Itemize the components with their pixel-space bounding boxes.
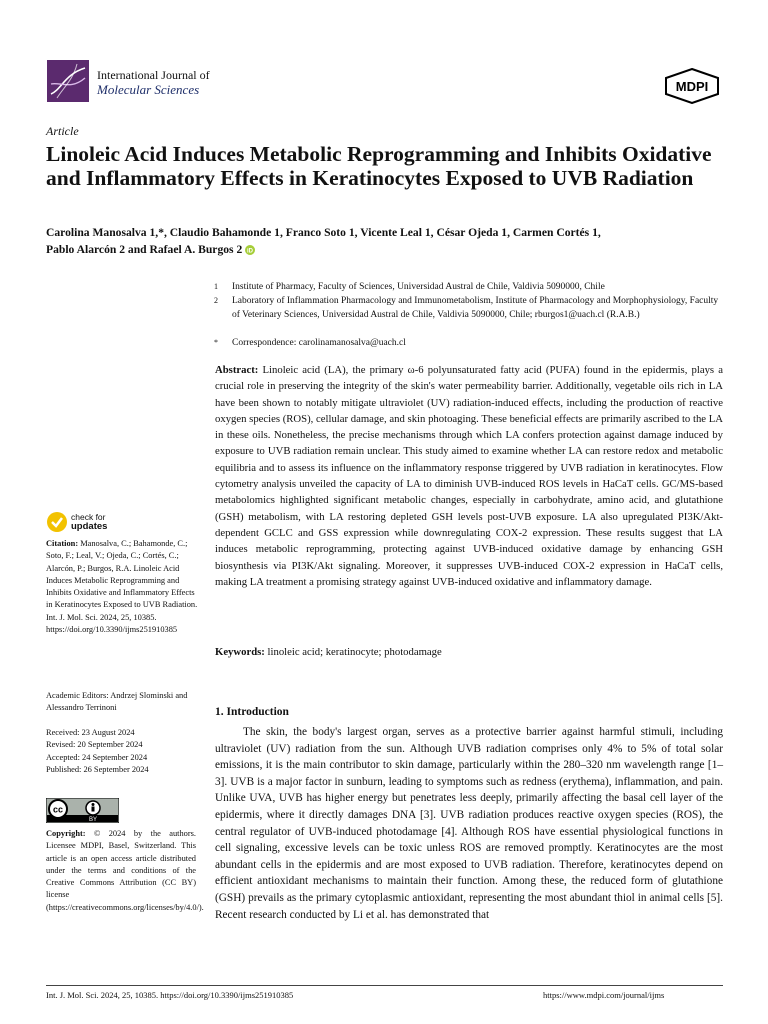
- affiliation-text: Correspondence: carolinamanosalva@uach.cl: [232, 338, 406, 348]
- affiliation-number: 2: [214, 296, 218, 305]
- cc-by-license-badge[interactable]: [46, 798, 119, 823]
- journal-logo: [47, 60, 89, 102]
- affiliation-number: *: [214, 338, 218, 347]
- svg-text:iD: iD: [247, 248, 254, 255]
- cc-badge-by-text: BY: [88, 817, 98, 823]
- keywords-text: linoleic acid; keratinocyte; photodamage: [267, 646, 442, 658]
- journal-name-line1: International Journal of: [97, 68, 210, 82]
- abstract-text: Linoleic acid (LA), the primary ω-6 polyunsaturated fatty acid (PUFA) found in the epidermis, plays a crucial role in preserving the integrity of the skin's water permeability barrier. Additionally, vegetable oils rich in LA have been shown to notably mitigate ultraviolet (UV) radiation-induced effects, including the production of reactive oxygen species (ROS), cellular damage, and skin photoaging. These beneficial effects are primarily ascribed to the LA in these oils. Nonetheless, the precise mechanisms through which LA confers protection against damage induced by exposure to UVB radiation remain unclear. This study aimed to examine whether LA can restore redox and metabolic equilibria and to assess its influence on the inflammatory response triggered by UVB radiation in keratinocytes. Flow cytometry analysis unveiled the capacity of LA to diminish UVB-induced ROS levels in HaCaT cells. GC/MS-based metabolomics highlighted significant metabolic changes, especially in carbohydrate, amino acid, and glutathione (GSH) metabolism, with LA restoring depleted GSH levels post-UVB exposure. LA also upregulated PI3K/Akt-dependent GCLC and GSS expression while downregulating COX-2 expression. These results suggest that LA induces metabolic reprogramming, protecting against UVB-induced oxidative damage by enhancing GSH biosynthesis via PI3K/Akt signaling. Moreover, it suppresses UVB-induced COX-2 expression in HaCaT cells, making LA treatment a promising strategy against UVB-induced oxidative and inflammatory damage.: [215, 364, 723, 588]
- citation-text: Manosalva, C.; Bahamonde, C.; Soto, F.; Leal, V.; Ojeda, C.; Cortés, C.; Alarcón, P.; Burgos, R.A. Linoleic Acid Induces Metabolic Reprogramming and Inhibits Oxidative and Inflammatory Effects in Keratinocytes Exposed to UVB Radiation. Int. J. Mol. Sci. 2024, 25, 10385. https://doi.org/10.3390/ijms251910385: [46, 539, 198, 635]
- affiliations: [0, 280, 768, 350]
- keywords: [215, 646, 723, 658]
- affiliation-text: Laboratory of Inflammation Pharmacology and Immunometabolism, Institute of Pharmacology and Morphophysiology, Faculty of Veterinary Sciences, Universidad Austral de Chile, Valdivia 5090000, Chile; rburgos1@uach.cl (R.A.B.): [232, 296, 719, 320]
- footer-journal-url[interactable]: https://www.mdpi.com/journal/ijms: [543, 990, 665, 1000]
- check-updates-line1: check for: [71, 512, 106, 522]
- footer-citation: Int. J. Mol. Sci. 2024, 25, 10385. https://doi.org/10.3390/ijms251910385: [46, 990, 294, 1000]
- copyright-block: [46, 828, 204, 914]
- citation-label: Citation:: [46, 539, 79, 548]
- check-updates-icon: [46, 511, 68, 533]
- academic-editors: Academic Editors: Andrzej Slominski and Alessandro Terrinoni: [46, 691, 188, 713]
- authors-line2: [46, 241, 736, 258]
- authors-line2-text: Pablo Alarcón 2 and Rafael A. Burgos 2: [46, 243, 243, 256]
- abstract: [215, 362, 723, 590]
- orcid-icon[interactable]: [245, 245, 255, 255]
- mdpi-logo-text: MDPI: [675, 79, 709, 94]
- article-type: Article: [46, 124, 79, 138]
- date-revised: Revised: 20 September 2024: [46, 740, 143, 750]
- citation-block: [46, 538, 201, 636]
- author-list: [46, 224, 736, 258]
- introduction-text: The skin, the body's largest organ, serves as a protective barrier against harmful stimuli, including ultraviolet (UV) radiation from the sun. Although UVB radiation comprises only 4% to 5% of total solar emissions, it is the main contributor to skin damage, particularly within the 280–320 nm wavelength range [1–3]. UVB is a major factor in sunburn, leading to symptoms such as redness (erythema), inflammation, and pain. Unlike UVA, UVB has higher energy but penetrates less deeply, primarily affecting the basal cell layer of the epidermis, where it directly damages DNA [3]. UVB radiation produces reactive oxygen species (ROS), the central regulator of UVB-induced photodamage [4]. Although ROS have essential physiological functions in cell signaling, excessive levels can be toxic unless ROS are removed promptly. Keratinocytes are the most abundant cells in the epidermis and are most exposed to UVB radiation. Therefore, keratinocytes depend on efficient antioxidant mechanisms to maintain their function. Among these, the reduced form of glutathione (GSH) prevails as the primary cytoplasmic antioxidant, representing the most abundant thiol in animal cells [5]. Recent research conducted by Li et al. has demonstrated that: [215, 726, 723, 921]
- affiliation-text: Institute of Pharmacy, Faculty of Sciences, Universidad Austral de Chile, Valdivia 5090000, Chile: [232, 282, 605, 292]
- article-title: Linoleic Acid Induces Metabolic Reprogramming and Inhibits Oxidative and Inflammatory Effects in Keratinocytes Exposed to UVB Radiation: [46, 142, 712, 190]
- check-updates-line2: updates: [71, 521, 108, 532]
- journal-name-line2: Molecular Sciences: [97, 82, 200, 97]
- authors-line1: Carolina Manosalva 1,*, Claudio Bahamonde 1, Franco Soto 1, Vicente Leal 1, César Ojeda 1, Carmen Cortés 1,: [46, 226, 601, 239]
- mdpi-logo: [665, 68, 719, 104]
- check-for-updates-badge[interactable]: [46, 511, 107, 533]
- footer-divider: [46, 985, 723, 986]
- section-title: 1. Introduction: [215, 706, 289, 718]
- copyright-text: © 2024 by the authors. Licensee MDPI, Basel, Switzerland. This article is an open access article distributed under the terms and conditions of the Creative Commons Attribution (CC BY) license (https://creativecommons.org/licenses/by/4.0/).: [46, 829, 204, 912]
- date-published: Published: 26 September 2024: [46, 764, 149, 774]
- date-received: Received: 23 August 2024: [46, 728, 135, 737]
- copyright-label: Copyright:: [46, 829, 86, 838]
- affiliation-number: 1: [214, 282, 218, 291]
- abstract-label: Abstract:: [215, 364, 259, 376]
- date-accepted: Accepted: 24 September 2024: [46, 752, 148, 762]
- keywords-label: Keywords:: [215, 646, 265, 658]
- dates-block: [46, 727, 201, 776]
- cc-badge-cc-text: cc: [52, 804, 64, 815]
